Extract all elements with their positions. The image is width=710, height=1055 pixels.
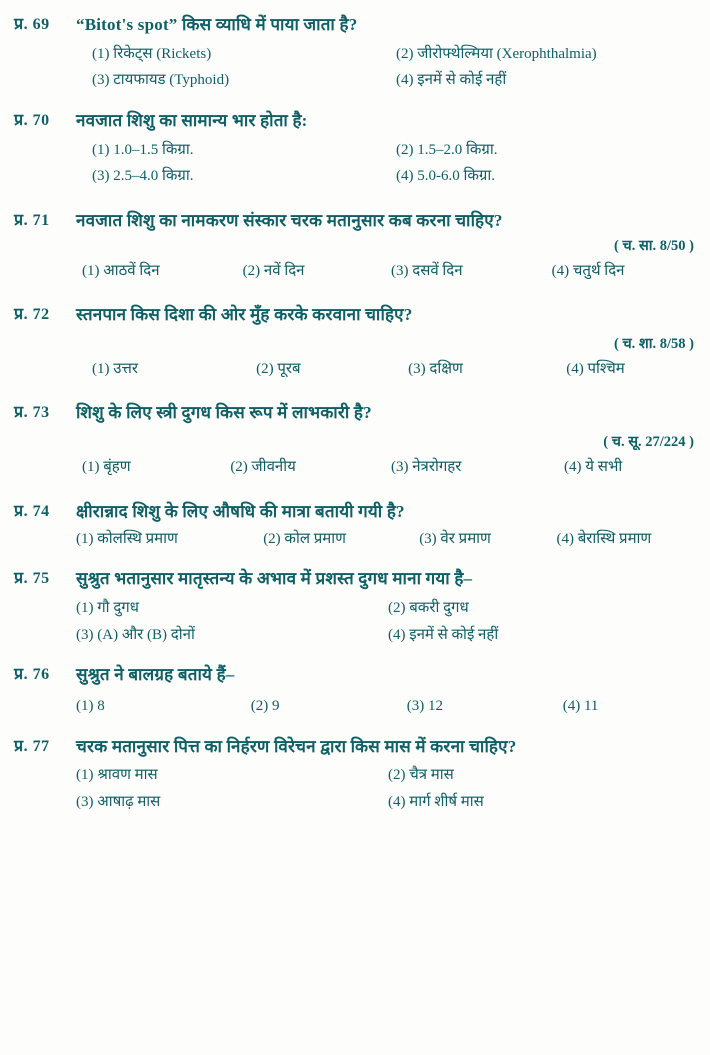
question-item xyxy=(0,664,710,717)
option[interactable]: (2) जीवनीय xyxy=(230,459,296,476)
option[interactable]: (1) उत्तर xyxy=(92,360,138,377)
question-number: प्र. 70 xyxy=(14,111,50,129)
option-list xyxy=(76,260,700,283)
option[interactable]: (1) श्रावण मास xyxy=(76,767,158,784)
option[interactable]: (4) ये सभी xyxy=(564,459,623,476)
question-item xyxy=(0,568,710,646)
question-item xyxy=(0,110,710,188)
question-reference: ( च. सा. 8/50 ) xyxy=(614,237,694,254)
question-number: प्र. 72 xyxy=(14,306,50,324)
option[interactable]: (4) इनमें से कोई नहीं xyxy=(396,72,507,89)
question-item xyxy=(0,210,710,282)
option[interactable]: (2) कोल प्रमाण xyxy=(263,530,346,547)
option[interactable]: (3) दक्षिण xyxy=(408,360,463,377)
option-list xyxy=(76,358,700,381)
option[interactable]: (2) जीरोफ्थेल्मिया (Xerophthalmia) xyxy=(396,45,597,62)
option[interactable]: (3) वेर प्रमाण xyxy=(419,530,491,547)
option[interactable]: (1) 1.0–1.5 किग्रा. xyxy=(92,141,194,158)
question-number: प्र. 71 xyxy=(14,211,50,229)
option-list xyxy=(76,43,700,92)
option[interactable]: (3) (A) और (B) दोनों xyxy=(76,626,195,643)
question-item xyxy=(0,14,710,92)
option[interactable]: (1) गौ दुगध xyxy=(76,600,139,617)
option[interactable]: (3) नेत्ररोगहर xyxy=(390,459,462,476)
option[interactable]: (4) इनमें से कोई नहीं xyxy=(388,626,499,643)
option[interactable]: (3) दसवें दिन xyxy=(390,262,463,279)
option[interactable]: (4) बेरास्थि प्रमाण xyxy=(556,530,652,547)
question-text: नवजात शिशु का नामकरण संस्कार चरक मतानुसार कब करना चाहिए? xyxy=(76,210,503,230)
option-list xyxy=(76,139,700,188)
question-number: प्र. 77 xyxy=(14,737,50,755)
option[interactable]: (1) कोलस्थि प्रमाण xyxy=(76,530,178,547)
option-list xyxy=(76,597,700,646)
question-item xyxy=(0,736,710,814)
option[interactable]: (3) आषाढ़ मास xyxy=(76,793,161,810)
option[interactable]: (2) 9 xyxy=(250,698,280,715)
option[interactable]: (2) 1.5–2.0 किग्रा. xyxy=(396,141,498,158)
question-item xyxy=(0,402,710,478)
question-text: स्तनपान किस दिशा की ओर मुँह करके करवाना चाहिए? xyxy=(76,305,413,325)
option[interactable]: (2) चैत्र मास xyxy=(388,767,454,784)
question-reference: ( च. शा. 8/58 ) xyxy=(613,336,694,353)
option[interactable]: (1) बृंहण xyxy=(82,459,131,476)
option[interactable]: (4) चतुर्थ दिन xyxy=(551,262,625,279)
option[interactable]: (2) नवें दिन xyxy=(242,262,305,279)
option[interactable]: (4) मार्ग शीर्ष मास xyxy=(388,793,484,810)
question-text: नवजात शिशु का सामान्य भार होता है: xyxy=(76,110,308,130)
option-list xyxy=(76,528,700,551)
question-number: प्र. 69 xyxy=(14,16,50,33)
option[interactable]: (3) 2.5–4.0 किग्रा. xyxy=(92,168,194,185)
option-list xyxy=(76,764,700,813)
option[interactable]: (1) आठवें दिन xyxy=(82,262,160,279)
question-number: प्र. 74 xyxy=(14,502,50,520)
option[interactable]: (3) 12 xyxy=(406,698,443,715)
question-number: प्र. 73 xyxy=(14,404,50,422)
question-text: क्षीरान्नाद शिशु के लिए औषधि की मात्रा बतायी गयी है? xyxy=(76,501,405,521)
option[interactable]: (1) 8 xyxy=(76,698,105,715)
question-number: प्र. 76 xyxy=(14,666,50,684)
question-text: “Bitot's spot” किस व्याधि में पाया जाता है? xyxy=(76,15,358,34)
option[interactable]: (4) 11 xyxy=(562,698,599,715)
question-reference: ( च. सू. 27/224 ) xyxy=(603,434,694,451)
option[interactable]: (3) टायफायड (Typhoid) xyxy=(92,72,230,89)
question-text: सुश्रुत ने बालग्रह बताये हैं– xyxy=(76,665,235,685)
option[interactable]: (2) पूरब xyxy=(256,360,301,377)
option[interactable]: (4) पश्चिम xyxy=(566,360,625,377)
option-list xyxy=(76,456,700,479)
question-text: शिशु के लिए स्त्री दुगध किस रूप में लाभकारी है? xyxy=(76,403,372,423)
option[interactable]: (2) बकरी दुगध xyxy=(388,600,469,617)
question-item xyxy=(0,501,710,550)
question-text: सुश्रुत भतानुसार मातृस्तन्य के अभाव में प्रशस्त दुगध माना गया है– xyxy=(76,569,473,589)
question-number: प्र. 75 xyxy=(14,570,50,588)
option[interactable]: (1) रिकेट्स (Rickets) xyxy=(92,45,212,62)
option[interactable]: (4) 5.0-6.0 किग्रा. xyxy=(396,168,495,185)
question-item xyxy=(0,304,710,380)
option-list xyxy=(76,695,700,718)
question-text: चरक मतानुसार पित्त का निर्हरण विरेचन द्वारा किस मास में करना चाहिए? xyxy=(76,736,517,756)
